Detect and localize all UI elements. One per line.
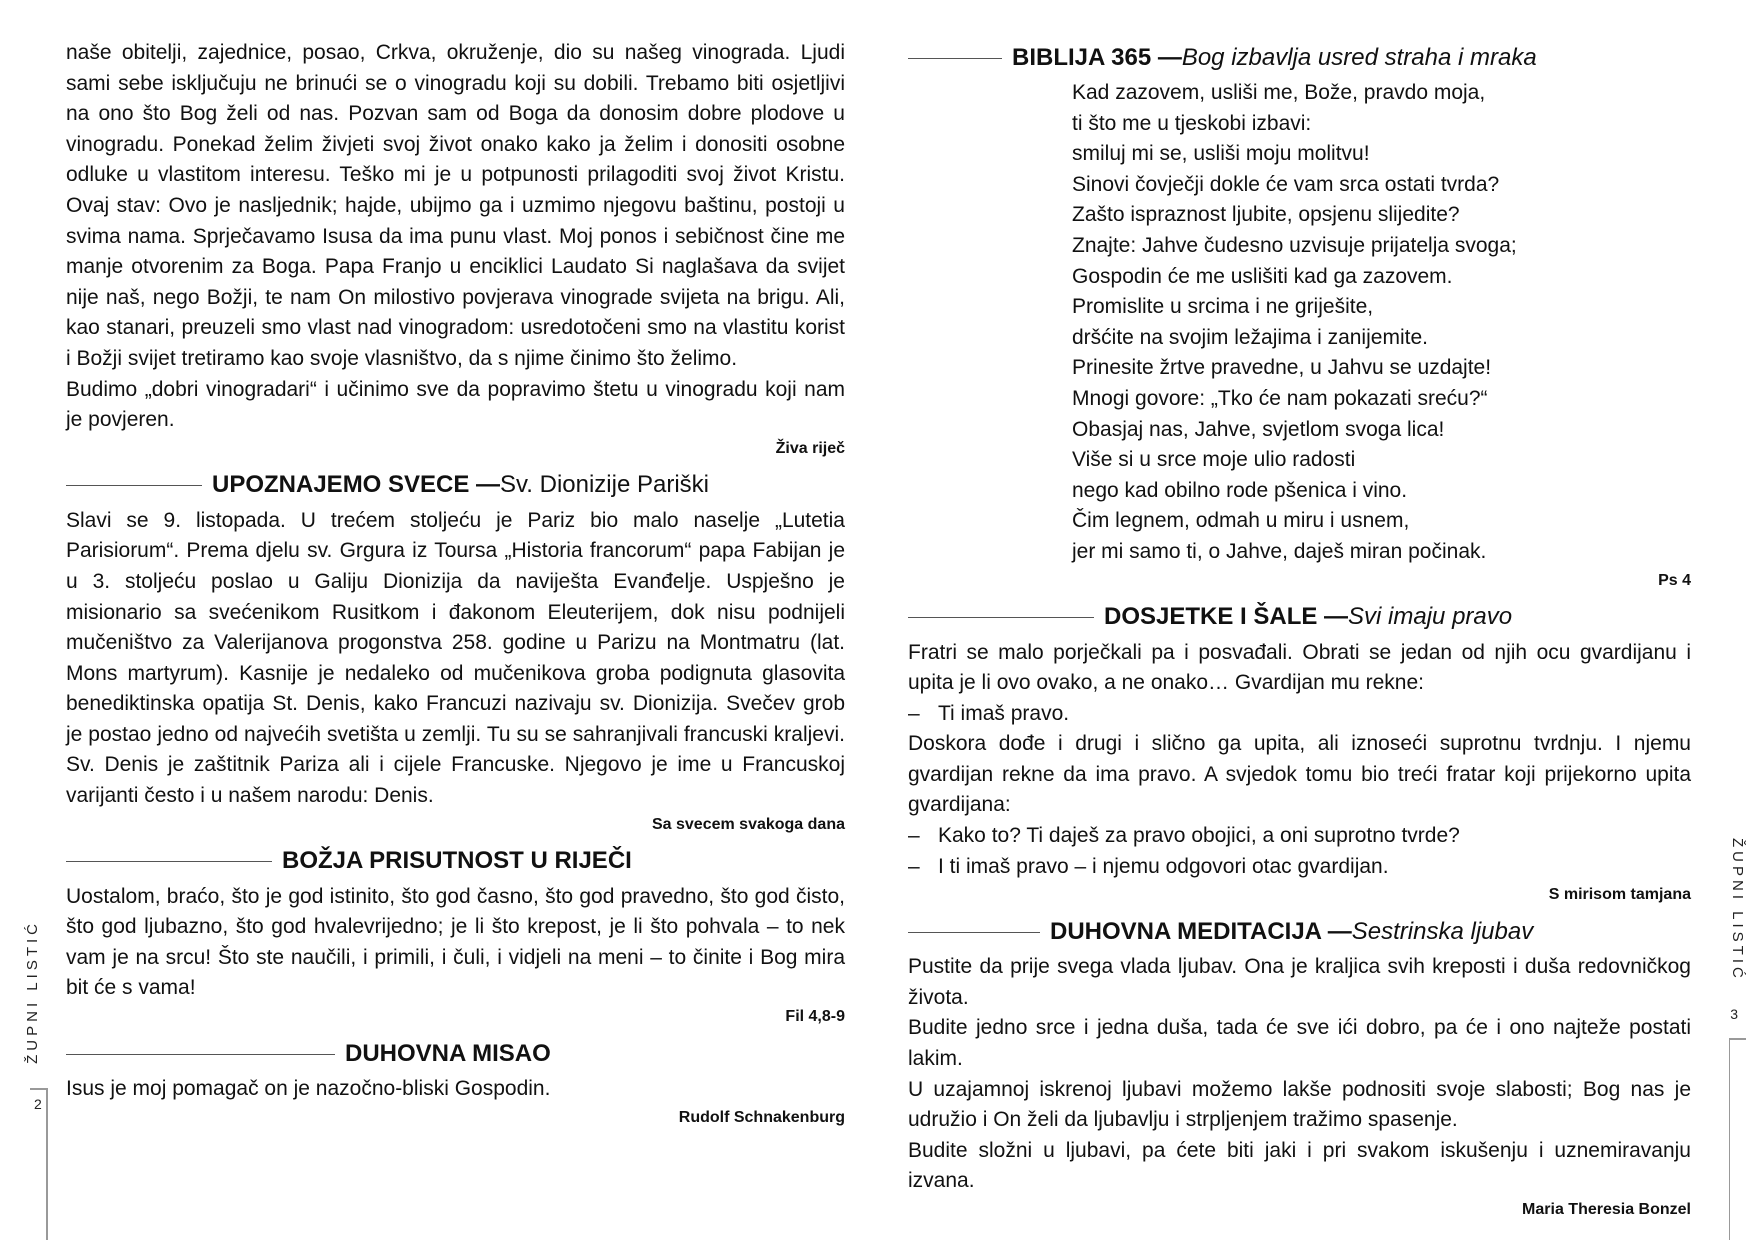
page-edge-line	[46, 1088, 48, 1240]
heading-rule	[908, 58, 1002, 59]
intro-paragraph: naše obitelji, zajednice, posao, Crkva, okruženje, dio su našeg vinograda. Ljudi sami sebe isključuju ne brinući se o vinogradu koji su dobili. Trebamo biti osjetljivi na ono što Bog želi od nas. Pozvan sam od Boga da donosim dobre plodove u vinogradu. Ponekad želim živjeti svoj život onako kako ja želim i donositi osobne odluke u vlastitom interesu. Teško mi je u potpunosti prilagoditi svoj život Kristu. Ovaj stav: Ovo je nasljednik; hajde, ubijmo ga i uzmimo njegovu baštinu, postoji u svima nama. Sprječavamo Isusa da ima punu vlast. Moj ponos i sebičnost čine me manje otvorenim za Boga. Papa Franjo u enciklici Laudato Si naglašava da svijet nije naš, nego Božji, te nam On milostivo povjerava vinograde svijeta na brigu. Ali, kao stanari, preuzeli smo vlast nad vinogradom: usredotočeni smo na vlastitu korist i Božji svijet tretiramo kao svoje vlasništvo, da s njime činimo što želimo.	[66, 41, 845, 370]
dash-bullet: –	[908, 824, 920, 848]
jokes-heading	[908, 598, 1691, 638]
right-page-column	[908, 38, 1691, 1223]
psalm-line: Mnogi govore: „Tko će nam pokazati sreću?“	[1072, 386, 1488, 410]
saints-subtitle: Sv. Dionizije Pariški	[500, 471, 709, 499]
saints-heading	[66, 466, 845, 506]
heading-rule	[908, 932, 1040, 933]
right-page-number: 3	[1730, 1006, 1738, 1022]
psalm-line: Više si u srce moje ulio radosti	[1072, 448, 1356, 472]
word-heading	[66, 842, 845, 882]
psalm-line: jer mi samo ti, o Jahve, daješ miran počinak.	[1072, 539, 1487, 563]
dialogue-text: Ti imaš pravo.	[938, 701, 1070, 725]
psalm-line: Gospodin će me uslišiti kad ga zazovem.	[1072, 264, 1453, 288]
psalm-line: Obasjaj nas, Jahve, svjetlom svoga lica!	[1072, 417, 1445, 441]
jokes-dialogue-line	[908, 699, 1691, 730]
word-body: Uostalom, braćo, što je god istinito, što god časno, što god pravedno, što god čisto, što god ljubazno, što god hvalevrijedno; je li što krepost, je li što pohvala – to nek vam je na srcu! Što ste naučili, i primili, i čuli, i vidjeli na meni – to činite i Bog mira bit će s vama!	[66, 884, 845, 1000]
intro-paragraph: Budimo „dobri vinogradari“ i učinimo sve da popravimo štetu u vinogradu koji nam je povjeren.	[66, 377, 845, 432]
thought-title: DUHOVNA MISAO	[345, 1039, 551, 1067]
heading-rule	[908, 617, 1094, 618]
thought-heading	[66, 1034, 845, 1074]
meditation-title: DUHOVNA MEDITACIJA —	[1050, 917, 1352, 945]
saints-body: Slavi se 9. listopada. U trećem stoljeću je Pariz bio malo naselje „Lutetia Parisiorum“. Prema djelu sv. Grgura iz Toursa „Historia francorum“ papa Fabijan je u 3. stoljeću poslao u Galiju Dionizija da naviješta Evanđelje. Uspješno je misionario sa svećenikom Rusitkom i đakonom Eleuterijem, dok nisu podnijeli mučeništvo za Valerijanova progonstva 258. godine u Parizu na Montmatru (lat. Mons martyrum). Kasnije je nedaleko od mučenikova groba podignuta glasovita benediktinska opatija St. Denis, kako Francuzi nazivaju sv. Dionizija. Svečev grob je postao jedno od najvećih svetišta u zemlji. Tu su se sahranjivali francuski kraljevi. Sv. Denis je zaštitnik Pariza ali i cijele Francuske. Njegovo je ime u Francuskoj varijanti često i u našem narodu: Denis.	[66, 508, 845, 808]
psalm-line: smiluj mi se, usliši moju molitvu!	[1072, 142, 1370, 166]
page-tab-mark	[1730, 1038, 1746, 1040]
word-title: BOŽJA PRISUTNOST U RIJEČI	[282, 847, 632, 875]
dialogue-text: Kako to? Ti daješ za pravo obojici, a oni suprotno tvrde?	[938, 824, 1460, 848]
left-page-column	[66, 38, 845, 1131]
heading-rule	[66, 861, 272, 862]
jokes-dialogue-line	[908, 821, 1691, 852]
psalm-line: Sinovi čovječji dokle će vam srca ostati tvrda?	[1072, 172, 1500, 196]
left-side-label: ŽUPNI LISTIĆ	[24, 920, 41, 1064]
saints-title: UPOZNAJEMO SVECE —	[212, 471, 501, 499]
psalm-line: dršćite na svojim ležajima i zanijemite.	[1072, 325, 1428, 349]
jokes-paragraph: Fratri se malo porječkali pa i posvađali. Obrati se jedan od njih ocu gvardijanu i upita je li ovo ovako, a ne onako… Gvardijan mu rekne:	[908, 640, 1691, 695]
psalm-line: Promislite u srcima i ne griješite,	[1072, 295, 1374, 319]
psalm-text	[1072, 78, 1691, 568]
meditation-paragraph: Budite jedno srce i jedna duša, tada će sve ići dobro, pa će i ono najteže postati lakim.	[908, 1016, 1691, 1071]
dash-bullet: –	[908, 701, 920, 725]
page-edge-line	[1729, 1038, 1731, 1240]
jokes-title: DOSJETKE I ŠALE —	[1104, 603, 1349, 631]
heading-rule	[66, 485, 202, 486]
jokes-source: S mirisom tamjana	[1548, 886, 1691, 904]
word-source: Fil 4,8-9	[785, 1008, 845, 1026]
jokes-subtitle: Svi imaju pravo	[1348, 603, 1513, 631]
left-page-number: 2	[34, 1096, 42, 1112]
psalm-line: Prinesite žrtve pravedne, u Jahvu se uzdajte!	[1072, 356, 1492, 380]
bible-subtitle: Bog izbavlja usred straha i mraka	[1181, 43, 1537, 71]
right-side-label: ŽUPNI LISTIĆ	[1729, 838, 1746, 982]
meditation-paragraph: Pustite da prije svega vlada ljubav. Ona je kraljica svih kreposti i duša redovničkog života.	[908, 955, 1691, 1009]
dialogue-text: I ti imaš pravo – i njemu odgovori otac gvardijan.	[938, 854, 1389, 878]
thought-body: Isus je moj pomagač on je nazočno-bliski Gospodin.	[66, 1077, 551, 1101]
meditation-heading	[908, 912, 1691, 952]
psalm-line: Zašto ispraznost ljubite, opsjenu slijedite?	[1072, 203, 1460, 227]
bible-title: BIBLIJA 365 —	[1012, 43, 1182, 71]
meditation-source: Maria Theresia Bonzel	[1522, 1201, 1691, 1218]
psalm-line: Čim legnem, odmah u miru i usnem,	[1072, 509, 1410, 533]
psalm-line: Znajte: Jahve čudesno uzvisuje prijatelja svoga;	[1072, 233, 1517, 257]
meditation-subtitle: Sestrinska ljubav	[1351, 917, 1534, 945]
psalm-line: nego kad obilno rode pšenica i vino.	[1072, 478, 1408, 502]
bible-heading	[908, 38, 1691, 78]
psalm-line: Kad zazovem, usliši me, Bože, pravdo moja,	[1072, 81, 1486, 104]
page-tab-mark	[30, 1088, 46, 1090]
thought-source: Rudolf Schnakenburg	[678, 1108, 845, 1126]
meditation-paragraph: Budite složni u ljubavi, pa ćete biti jaki i pri svakom iskušenju i uznemiravanju izvana.	[908, 1138, 1691, 1193]
intro-source: Živa riječ	[775, 439, 845, 457]
saints-source: Sa svecem svakoga dana	[651, 815, 845, 833]
bible-source: Ps 4	[1658, 571, 1691, 589]
heading-rule	[66, 1054, 335, 1055]
psalm-line: ti što me u tjeskobi izbavi:	[1072, 111, 1312, 135]
jokes-paragraph: Doskora dođe i drugi i slično ga upita, ali iznoseći suprotnu tvrdnju. I njemu gvardijan rekne da ima pravo. A svjedok tomu bio treći fratar koji prijekorno upita gvardijana:	[908, 732, 1691, 817]
meditation-paragraph: U uzajamnoj iskrenoj ljubavi možemo lakše podnositi svoje slabosti; Bog nas je udružio i On želi da ljubavlju i strpljenjem tražimo spasenje.	[908, 1077, 1691, 1132]
jokes-dialogue-line	[908, 852, 1691, 883]
dash-bullet: –	[908, 854, 920, 878]
